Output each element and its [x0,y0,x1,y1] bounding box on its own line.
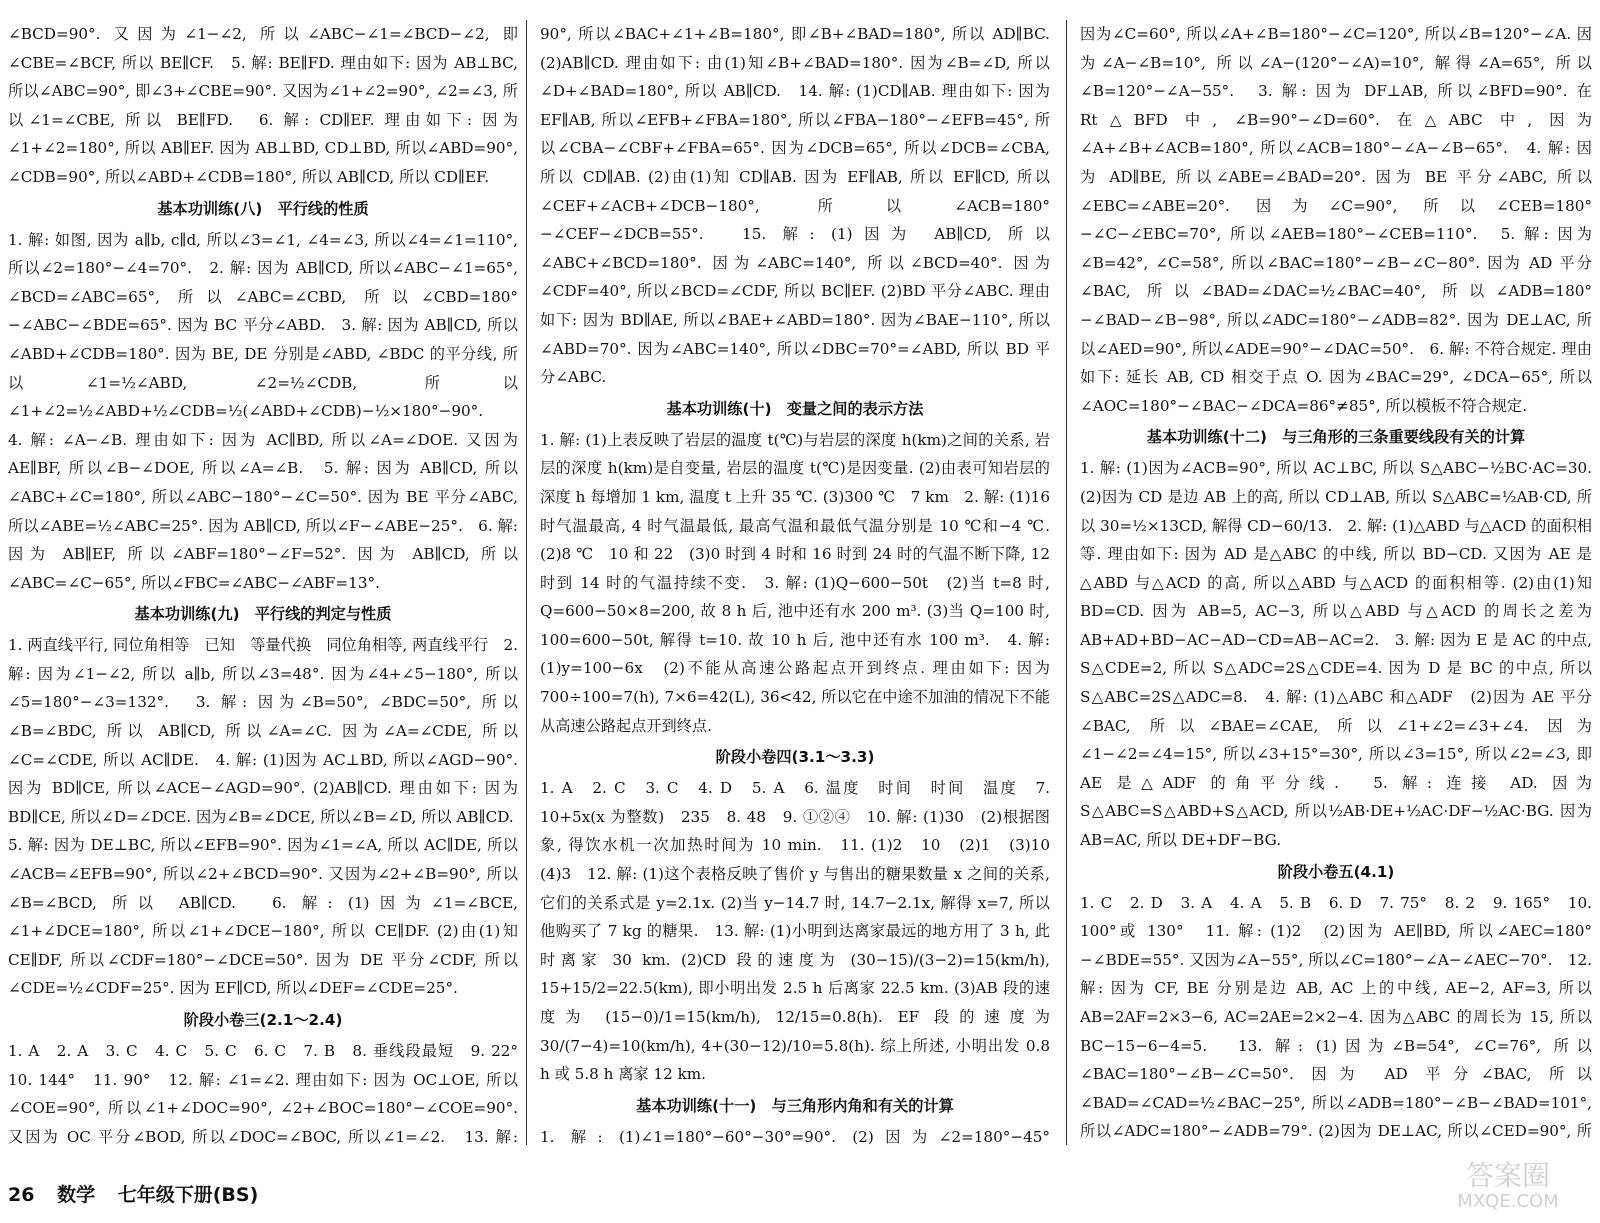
section-heading: 基本功训练(十二) 与三角形的三条重要线段有关的计算 [1146,428,1526,447]
answer-paragraph: 1. 解: (1)∠1=180°−60°−30°=90°. (2)因为∠2=180°−45° [540,1127,1050,1146]
subject-label: 数学 [57,1184,96,1206]
answer-paragraph: 1. 解: 如图, 因为 a∥b, c∥d, 所以∠3=∠1, ∠4=∠3, 所以∠4=∠1=110°, 所以∠2=180°−∠4=70°. 2. 解: 因为 AB∥CD, 所以∠ABC−∠1=65°, ∠BCD=∠ABC=65°, 所以∠ABC=∠CBD, 所以∠CBD=180°−∠ABC−∠BDE=65°. 因为 BC 平分∠ABD. 3. 解: 因为 AB∥CD, 所以∠ABD+∠CDB=180°. 因为 BE, DE 分别是∠ABD, ∠BDC 的平分线, 所以∠1=½∠ABD, ∠2=½∠CDB, 所以∠1+∠2=½∠ABD+½∠CDB=½(∠ABD+∠CDB)−½×180°−90°. [8,230,518,421]
section-heading: 阶段小卷五(4.1) [1277,862,1395,881]
watermark-url: MXQE.COM [1457,1191,1559,1212]
column-middle [540,20,1050,1150]
watermark-text: 答案圈 [1465,1159,1551,1192]
page-number: 26 [8,1184,35,1206]
column-left [8,20,518,1150]
answer-paragraph: 因为∠C=60°, 所以∠A+∠B=180°−∠C=120°, 所以∠B=120°−∠A. 因为∠A−∠B=10°, 所以∠A−(120°−∠A)=10°, 解得∠A=65°, 所以∠B=120°−∠A−55°. 3. 解: 因为 DF⊥AB, 所以∠BFD=90°. 在 Rt△BFD 中, ∠B=90°−∠D=60°. 在△ABC 中, 因为∠A+∠B+∠ACB=180°, 所以∠ACB=180°−∠A−∠B−65°. 4. 解: 因为 AD∥BE, 所以∠ABE=∠BAD=20°. 因为 BE 平分∠ABC, 所以∠EBC=∠ABE=20°. 因为∠C=90°, 所以∠CEB=180°−∠C−∠EBC=70°, 所以∠AEB=180°−∠CEB=110°. 5. 解: 因为∠B=42°, ∠C=58°, 所以∠BAC=180°−∠B−∠C−80°. 因为 AD 平分∠BAC, 所以∠BAD=∠DAC=½∠BAC=40°, 所以∠ADB=180°−∠BAD−∠B−98°, 所以∠ADC=180°−∠ADB=82°. 因为 DE⊥AC, 所以∠AED=90°, 所以∠ADE=90°−∠DAC=50°. 6. 解: 不符合规定. 理由如下: 延长 AB, CD 相交于点 O. 因为∠BAC=29°, ∠DCA−65°, 所以∠AOC=180°−∠BAC−∠DCA=86°≠85°, 所以模板不符合规定. [1080,25,1592,415]
answer-paragraph: 1. 解: (1)因为∠ACB=90°, 所以 AC⊥BC, 所以 S△ABC−½BC·AC=30. (2)因为 CD 是边 AB 上的高, 所以 CD⊥AB, 所以 S△ABC=½AB·CD, 所以 30=½×13CD, 解得 CD−60/13. 2. 解: (1)△ABD 与△ACD 的面积相等. 理由如下: 因为 AD 是△ABC 的中线, 所以 BD−CD. 又因为 AE 是△ABD 与△ACD 的高, 所以△ABD 与△ACD 的面积相等. (2)由(1)知 BD=CD. 因为 AB=5, AC−3, 所以△ABD 与△ACD 的周长之差为 AB+AD+BD−AC−AD−CD=AB−AC=2. 3. 解: 因为 E 是 AC 的中点, S△CDE=2, 所以 S△ADC=2S△CDE=4. 因为 D 是 BC 的中点, 所以 S△ABC=2S△ADC=8. 4. 解: (1)△ABC 和△ADF (2)因为 AE 平分∠BAC, 所以∠BAE=∠CAE, 所以∠1+∠2=∠3+∠4. 因为∠1−∠2=∠4=15°, 所以∠3+15°=30°, 所以∠3=15°, 所以∠2=∠3, 即 AE 是△ADF 的角平分线. 5. 解: 连接 AD. 因为 S△ABC=S△ABD+S△ACD, 所以½AB·DE+½AC·DF−½AC·BG. 因为 AB=AC, 所以 DE+DF−BG. [1080,459,1592,850]
section-heading: 基本功训练(十) 变量之间的表示方法 [666,399,924,418]
answer-paragraph: 1. 两直线平行, 同位角相等 已知 等量代换 同位角相等, 两直线平行 2. 解: 因为∠1−∠2, 所以 a∥b, 所以∠3=48°. 因为∠4+∠5−180°, 所以∠5=180°−∠3=132°. 3. 解: 因为∠B=50°, ∠BDC=50°, 所以∠B=∠BDC, 所以 AB∥CD, 所以∠A=∠C. 因为∠A=∠CDE, 所以∠C=∠CDE, 所以 AC∥DE. 4. 解: (1)因为 AC⊥BD, 所以∠AGD−90°. 因为 BD∥CE, 所以∠ACE−∠AGD=90°. (2)AB∥CD. 理由如下: 因为 BD∥CE, 所以∠D=∠DCE. 因为∠B=∠DCE, 所以∠B=∠D, 所以 AB∥CD. [8,636,518,826]
answer-paragraph: ∠BCD=90°. 又因为∠1−∠2, 所以∠ABC−∠1=∠BCD−∠2, 即∠CBE=∠BCF, 所以 BE∥CF. 5. 解: BE∥FD. 理由如下: 因为 AB⊥BC, 所以∠ABC=90°, 即∠3+∠CBE=90°. 又因为∠1+∠2=90°, ∠2=∠3, 所以∠1=∠CBE, 所以 BE∥FD. 6. 解: CD∥EF. 理由如下: 因为∠1+∠2=180°, 所以 AB∥EF. 因为 AB⊥BD, CD⊥BD, 所以∠ABD=90°, ∠CDB=90°, 所以∠ABD+∠CDB=180°, 所以 AB∥CD, 所以 CD∥EF. [8,25,518,186]
answer-paragraph: 90°, 所以∠BAC+∠1+∠B=180°, 即∠B+∠BAD=180°, 所以 AD∥BC. (2)AB∥CD. 理由如下: 由(1)知∠B+∠BAD=180°. 因为∠B=∠D, 所以∠D+∠BAD=180°, 所以 AB∥CD. 14. 解: (1)CD∥AB. 理由如下: 因为 EF∥AB, 所以∠EFB+∠FBA=180°, 所以∠FBA−180°−∠EFB=45°, 所以∠CBA−∠CBF+∠FBA=65°. 因为∠DCB=65°, 所以∠DCB=∠CBA, 所以 CD∥AB. (2)由(1)知 CD∥AB. 因为 EF∥AB, 所以 EF∥CD, 所以∠CEF+∠ACB+∠DCB−180°, 所以∠ACB=180°−∠CEF−∠DCB=55°. 15. 解: (1)因为 AB∥CD, 所以∠ABC+∠BCD=180°. 因为∠ABC=140°, 所以∠BCD=40°. 因为∠CDF=40°, 所以∠BCD=∠CDF, 所以 BC∥EF. (2)BD 平分∠ABC. 理由如下: 因为 BD∥AE, 所以∠BAE+∠ABD=180°. 因为∠BAE−110°, 所以∠ABD=70°. 因为∠ABC=140°, 所以∠DBC=70°=∠ABD, 所以 BD 平分∠ABC. [540,25,1050,387]
answer-paragraph: 1. C 2. D 3. A 4. A 5. B 6. D 7. 75° 8. 2 9. 165° 10. 100°或 130° 11. 解: (1)2 (2)因为 AE∥BD, 所以∠AEC=180°−∠BDE=55°. 又因为∠A−55°, 所以∠C=180°−∠A−∠AEC−70°. 12. 解: 因为 CF, BE 分别是边 AB, AC 上的中线, AE−2, AF=3, 所以 AB=2AF=2×3−6, AC=2AE=2×2−4. 因为△ABC 的周长为 15, 所以 BC−15−6−4=5. 13. 解: (1)因为∠B=54°, ∠C=76°, 所以∠BAC=180°−∠B−∠C=50°. 因为 AD 平分∠BAC, 所以∠BAD=∠CAD=½∠BAC−25°, 所以∠ADB=180°−∠B−∠BAD=101°, 所以∠ADC=180°−∠ADB=79°. (2)因为 DE⊥AC, 所以∠CED=90°, 所 [1080,893,1592,1141]
section-heading: 阶段小卷四(3.1～3.3) [715,748,875,767]
section-heading: 基本功训练(八) 平行线的性质 [157,199,369,218]
answer-paragraph: 5. 解: 因为 DE⊥BC, 所以∠EFB=90°. 因为∠1=∠A, 所以 AC∥DE, 所以∠ACB=∠EFB=90°, 所以∠2+∠BCD=90°. 又因为∠2+∠B=90°, 所以∠B=∠BCD, 所以 AB∥CD. 6. 解: (1)因为∠1=∠BCE, ∠1+∠DCE=180°, 所以∠1+∠DCE−180°, 所以 CE∥DF. (2)由(1)知 CE∥DF, 所以∠CDF=180°−∠DCE=50°. 因为 DE 平分∠CDF, 所以∠CDE=½∠CDF=25°. 因为 EF∥CD, 所以∠DEF=∠CDE=25°. [8,836,518,998]
section-heading: 基本功训练(十一) 与三角形内角和有关的计算 [636,1096,954,1115]
section-heading: 阶段小卷三(2.1～2.4) [183,1011,343,1029]
page-footer [8,1180,274,1207]
column-divider [1066,20,1067,1145]
section-heading: 基本功训练(九) 平行线的判定与性质 [134,605,392,624]
column-divider [526,20,527,1145]
answer-paragraph: 1. A 2. A 3. C 4. C 5. C 6. C 7. B 8. 垂线段最短 9. 22° 10. 144° 11. 90° 12. 解: ∠1=∠2. 理由如下: 因为 OC⊥OE, 所以∠COE=90°, 所以∠1+∠DOC=90°, ∠2+∠BOC=180°−∠COE=90°. 又因为 OC 平分∠BOD, 所以∠DOC=∠BOC, 所以∠1=∠2. 13. 解: [8,1042,518,1146]
watermark-logo [1428,1153,1588,1213]
column-right [1080,20,1592,1150]
grade-label: 七年级下册(BS) [117,1184,259,1206]
answer-paragraph: 4. 解: ∠A−∠B. 理由如下: 因为 AC∥BD, 所以∠A=∠DOE. 又因为 AE∥BF, 所以∠B−∠DOE, 所以∠A=∠B. 5. 解: 因为 AB∥CD, 所以∠ABC+∠C=180°, 所以∠ABC−180°−∠C=50°. 因为 BE 平分∠ABC, 所以∠ABE=½∠ABC=25°. 因为 AB∥CD, 所以∠F−∠ABE−25°. 6. 解: 因为 AB∥EF, 所以∠ABF=180°−∠F=52°. 因为 AB∥CD, 所以∠ABC=∠C−65°, 所以∠FBC=∠ABC−∠ABF=13°. [8,430,518,592]
answer-paragraph: 1. A 2. C 3. C 4. D 5. A 6. 温度 时间 时间 温度 7. 10+5x(x 为整数) 235 8. 48 9. ①②④ 10. 解: (1)30 (2)根据图象, 得饮水机一次加热时间为 10 min. 11. (1)2 10 (2)1 (3)10 (4)3 12. 解: (1)这个表格反映了售价 y 与售出的糖果数量 x 之间的关系, 它们的关系式是 y=2.1x. (2)当 y−14.7 时, 14.7−2.1x, 解得 x=7, 所以他购买了 7 kg 的糖果. 13. 解: (1)小明到达离家最远的地方用了 3 h, 此时离家 30 km. (2)CD 段的速度为 (30−15)/(3−2)=15(km/h), 15+15/2=22.5(km), 即小明出发 2.5 h 后离家 22.5 km. (3)AB 段的速度为 (15−0)/1=15(km/h), 12/15=0.8(h). EF 段的速度为 30/(7−4)=10(km/h), 4+(30−12)/10=5.8(h). 综上所述, 小明出发 0.8 h 或 5.8 h 离家 12 km. [540,779,1050,1084]
answer-paragraph: 1. 解: (1)上表反映了岩层的温度 t(℃)与岩层的深度 h(km)之间的关系, 岩层的深度 h(km)是自变量, 岩层的温度 t(℃)是因变量. (2)由表可知岩层的深度 h 每增加 1 km, 温度 t 上升 35 ℃. (3)300 ℃ 7 km 2. 解: (1)16 时气温最高, 4 时气温最低, 最高气温和最低气温分别是 10 ℃和−4 ℃. (2)8 ℃ 10 和 22 (3)0 时到 4 时和 16 时到 24 时的气温不断下降, 12 时到 14 时的气温持续不变. 3. 解: (1)Q−600−50t (2)当 t=8 时, Q=600−50×8=200, 故 8 h 后, 池中还有水 200 m³. (3)当 Q=100 时, 100=600−50t, 解得 t=10. 故 10 h 后, 池中还有水 100 m³. 4. 解: (1)y=100−6x (2)不能从高速公路起点开到终点. 理由如下: 因为 700÷100=7(h), 7×6=42(L), 36<42, 所以它在中途不加油的情况下不能从高速公路起点开到终点. [540,430,1050,735]
